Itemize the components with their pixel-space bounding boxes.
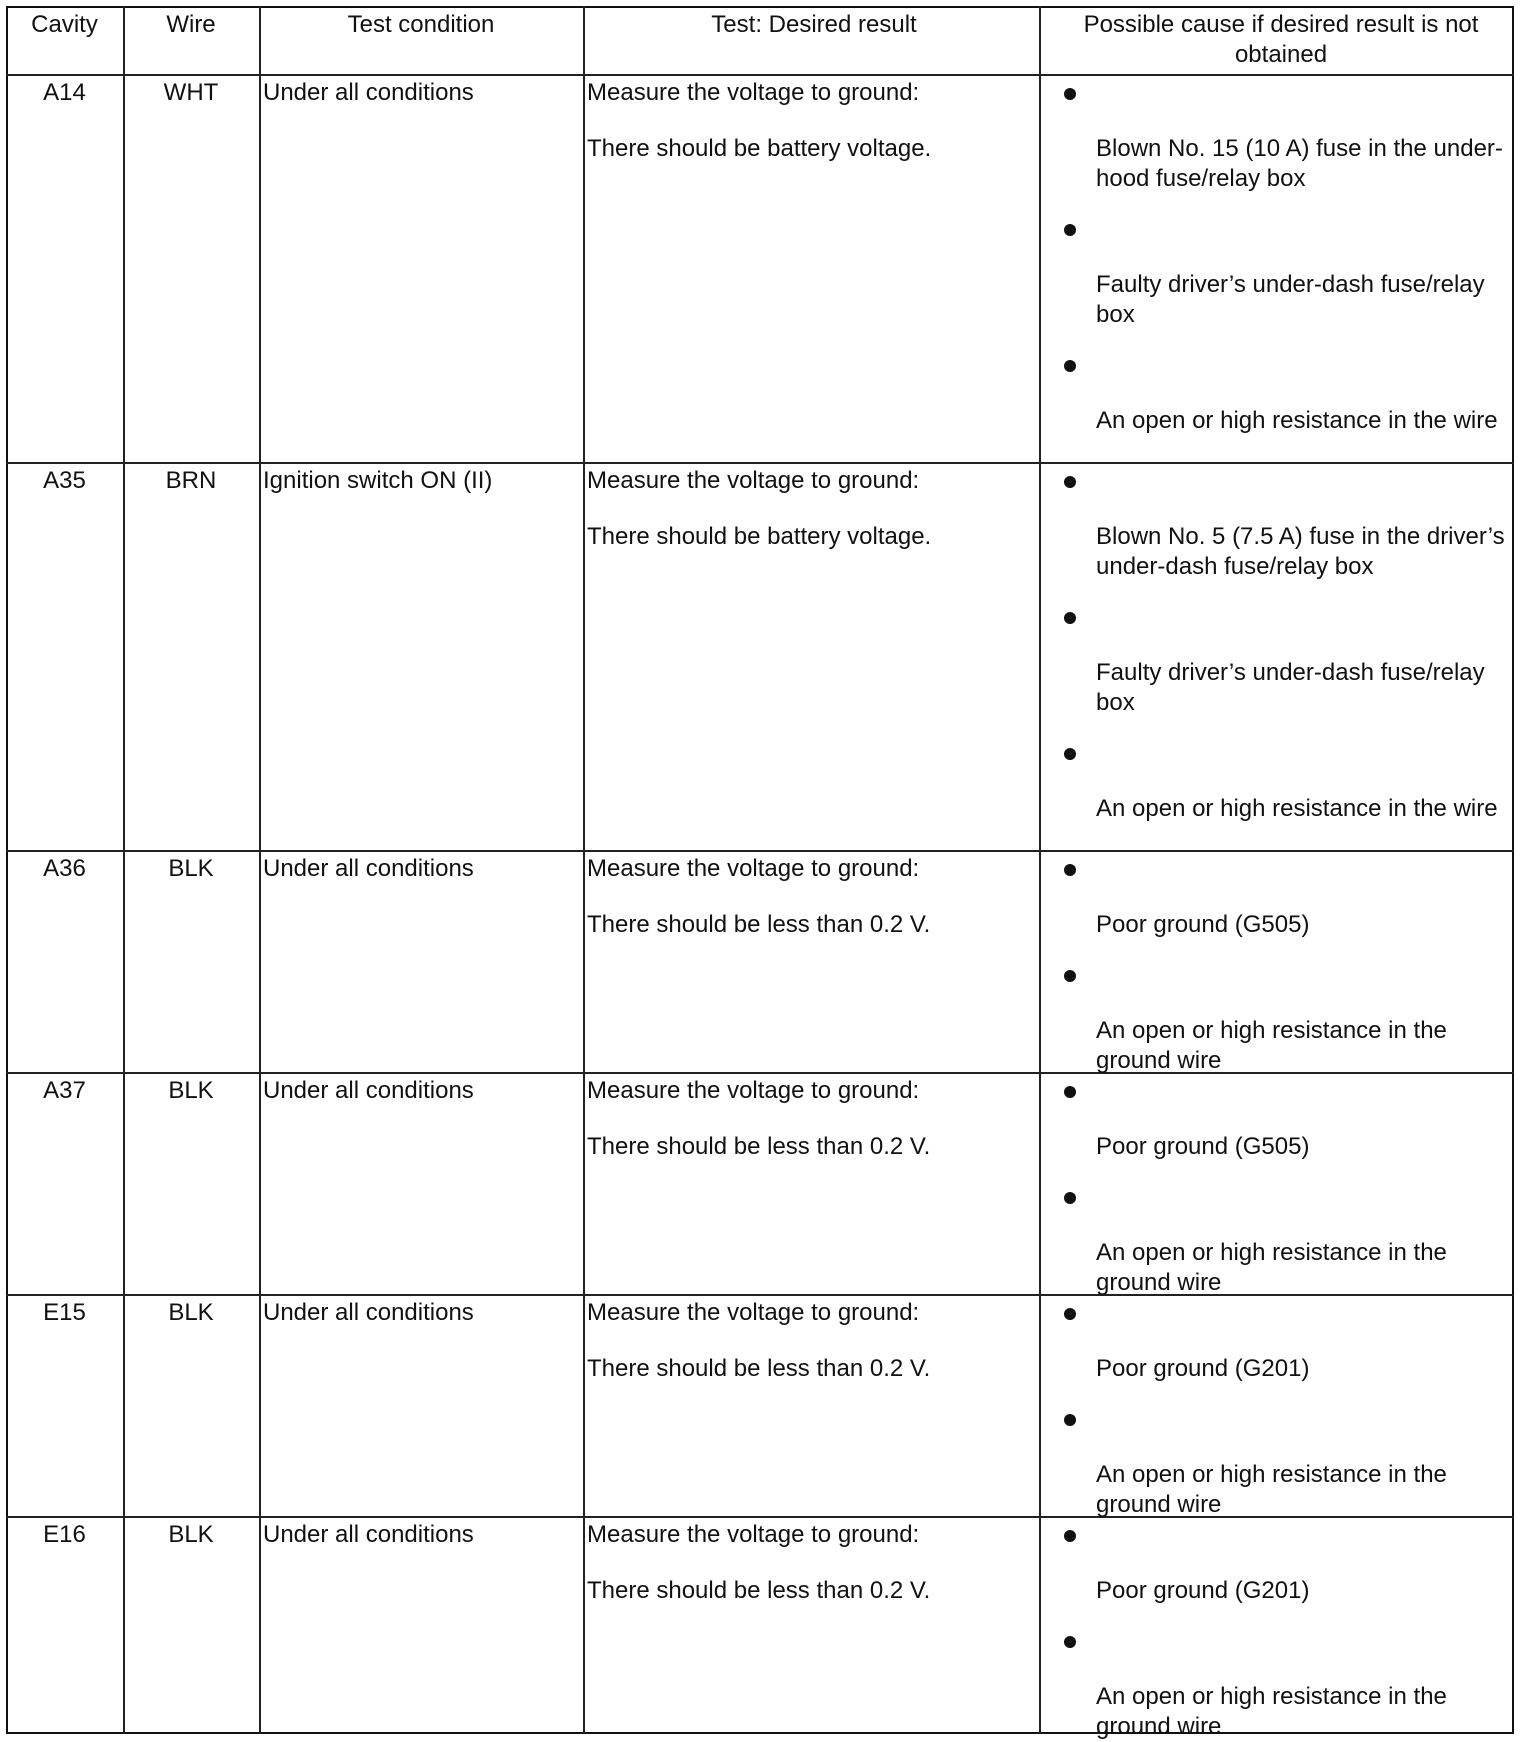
possible-cause-item: Poor ground (G505)	[1096, 911, 1310, 938]
possible-cause-item: Faulty driver’s under-dash fuse/relay box	[1096, 659, 1485, 716]
cavity-cell: A36	[43, 855, 86, 882]
bullet-icon	[1064, 970, 1076, 982]
test-condition-cell: Under all conditions	[263, 1299, 474, 1326]
possible-cause-item: An open or high resistance in the wire	[1096, 795, 1498, 822]
header-possible-cause: Possible cause if desired result is not obtained	[1083, 11, 1479, 68]
possible-cause-item: An open or high resistance in the ground wire	[1096, 1017, 1447, 1074]
wire-cell: BLK	[168, 1299, 214, 1326]
desired-result-instruction: Measure the voltage to ground:	[587, 1521, 920, 1548]
possible-cause-item: An open or high resistance in the ground wire	[1096, 1461, 1447, 1518]
bullet-icon	[1064, 612, 1076, 624]
bullet-icon	[1064, 1636, 1076, 1648]
bullet-icon	[1064, 1530, 1076, 1542]
cavity-cell: A14	[43, 79, 86, 106]
cavity-cell: A37	[43, 1077, 86, 1104]
possible-cause-item: Poor ground (G201)	[1096, 1577, 1310, 1604]
desired-result-expectation: There should be less than 0.2 V.	[587, 1133, 931, 1160]
desired-result-expectation: There should be less than 0.2 V.	[587, 911, 931, 938]
header-desired-result: Test: Desired result	[711, 11, 917, 38]
desired-result-instruction: Measure the voltage to ground:	[587, 1077, 920, 1104]
header-wire: Wire	[166, 11, 216, 38]
wire-cell: BLK	[168, 1077, 214, 1104]
row-divider	[6, 850, 1514, 852]
desired-result-expectation: There should be less than 0.2 V.	[587, 1577, 931, 1604]
possible-cause-item: An open or high resistance in the ground wire	[1096, 1683, 1447, 1740]
diagnostic-table	[6, 6, 1514, 1740]
column-divider	[1039, 6, 1041, 1734]
possible-cause-item: Faulty driver’s under-dash fuse/relay box	[1096, 271, 1485, 328]
bullet-icon	[1064, 1086, 1076, 1098]
wire-cell: BRN	[165, 467, 217, 494]
bullet-icon	[1064, 224, 1076, 236]
desired-result-instruction: Measure the voltage to ground:	[587, 467, 920, 494]
bullet-icon	[1064, 864, 1076, 876]
bullet-icon	[1064, 476, 1076, 488]
desired-result-instruction: Measure the voltage to ground:	[587, 1299, 920, 1326]
test-condition-cell: Under all conditions	[263, 855, 474, 882]
bullet-icon	[1064, 360, 1076, 372]
row-divider	[6, 74, 1514, 76]
desired-result-instruction: Measure the voltage to ground:	[587, 79, 920, 106]
desired-result-expectation: There should be battery voltage.	[587, 135, 932, 162]
bullet-icon	[1064, 748, 1076, 760]
header-cavity: Cavity	[31, 11, 98, 38]
possible-cause-item: Blown No. 5 (7.5 A) fuse in the driver’s under-dash fuse/relay box	[1096, 523, 1505, 580]
header-test-condition: Test condition	[347, 11, 495, 38]
cavity-cell: E15	[43, 1299, 86, 1326]
test-condition-cell: Under all conditions	[263, 1077, 474, 1104]
cavity-cell: A35	[43, 467, 86, 494]
wire-cell: BLK	[168, 1521, 214, 1548]
column-divider	[583, 6, 585, 1734]
bullet-icon	[1064, 1192, 1076, 1204]
bullet-icon	[1064, 1414, 1076, 1426]
test-condition-cell: Ignition switch ON (II)	[263, 467, 493, 494]
column-divider	[259, 6, 261, 1734]
cavity-cell: E16	[43, 1521, 86, 1548]
test-condition-cell: Under all conditions	[263, 1521, 474, 1548]
possible-cause-item: Poor ground (G201)	[1096, 1355, 1310, 1382]
desired-result-expectation: There should be less than 0.2 V.	[587, 1355, 931, 1382]
wire-cell: WHT	[163, 79, 219, 106]
row-divider	[6, 462, 1514, 464]
desired-result-expectation: There should be battery voltage.	[587, 523, 932, 550]
wire-cell: BLK	[168, 855, 214, 882]
possible-cause-item: An open or high resistance in the wire	[1096, 407, 1498, 434]
bullet-icon	[1064, 1308, 1076, 1320]
desired-result-instruction: Measure the voltage to ground:	[587, 855, 920, 882]
test-condition-cell: Under all conditions	[263, 79, 474, 106]
possible-cause-item: Blown No. 15 (10 A) fuse in the under-hood fuse/relay box	[1096, 135, 1503, 192]
possible-cause-item: An open or high resistance in the ground wire	[1096, 1239, 1447, 1296]
bullet-icon	[1064, 88, 1076, 100]
possible-cause-item: Poor ground (G505)	[1096, 1133, 1310, 1160]
